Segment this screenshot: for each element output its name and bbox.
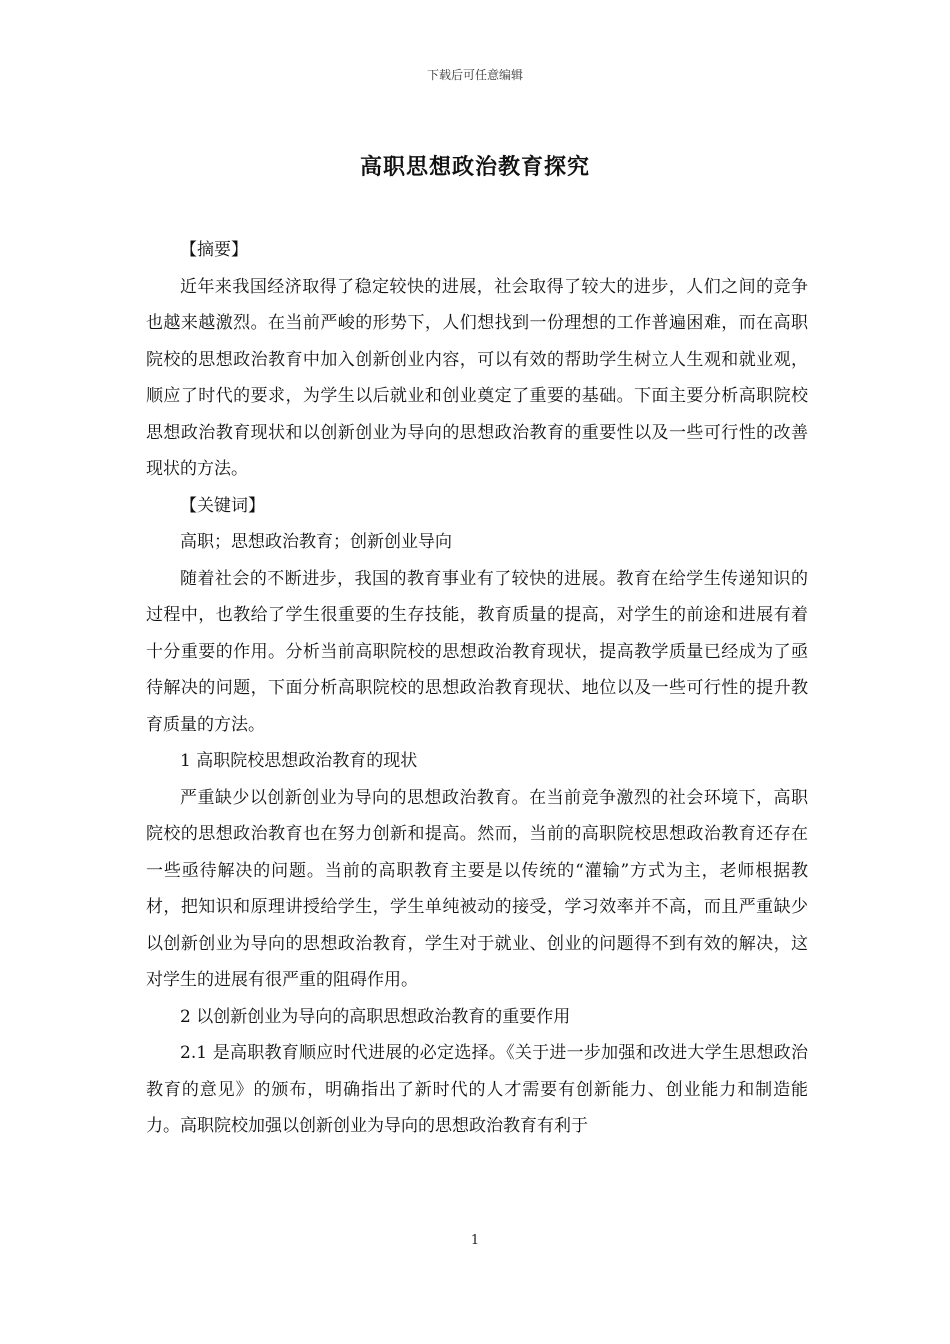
abstract-heading: 【摘要】 (180, 240, 248, 260)
abstract-paragraph: 近年来我国经济取得了稳定较快的进展，社会取得了较大的进步，人们之间的竞争也越来越激烈。在当前严峻的形势下，人们想找到一份理想的工作普遍困难，而在高职院校的思想政治教育中加入创新创业内容，可以有效的帮助学生树立人生观和就业观，顺应了时代的要求，为学生以后就业和创业奠定了重要的基础。下面主要分析高职院校思想政治教育现状和以创新创业为导向的思想政治教育的重要性以及一些可行性的改善现状的方法。 (146, 276, 808, 479)
document-body (146, 232, 808, 1145)
page-number: 1 (470, 1233, 480, 1248)
section-2-heading: 2 以创新创业为导向的高职思想政治教育的重要作用 (180, 1006, 571, 1027)
section-1-heading: 1 高职院校思想政治教育的现状 (180, 751, 418, 771)
keywords-heading: 【关键词】 (180, 495, 265, 516)
keywords-paragraph: 高职；思想政治教育；创新创业导向 (180, 532, 452, 552)
header-note: 下载后可任意编辑 (426, 68, 523, 82)
document-title: 高职思想政治教育探究 (359, 155, 590, 180)
intro-paragraph: 随着社会的不断进步，我国的教育事业有了较快的进展。教育在给学生传递知识的过程中，也教给了学生很重要的生存技能，教育质量的提高，对学生的前途和进展有着十分重要的作用。分析当前高职院校的思想政治教育现状，提高教学质量已经成为了亟待解决的问题，下面分析高职院校的思想政治教育现状、地位以及一些可行性的提升教育质量的方法。 (146, 568, 808, 735)
section-2-1-paragraph: 2.1 是高职教育顺应时代进展的必定选择。《关于进一步加强和改进大学生思想政治教育的意见》的颁布，明确指出了新时代的人才需要有创新能力、创业能力和制造能力。高职院校加强以创新创业为导向的思想政治教育有利于 (146, 1043, 808, 1136)
section-1-paragraph: 严重缺少以创新创业为导向的思想政治教育。在当前竞争激烈的社会环境下，高职院校的思想政治教育也在努力创新和提高。然而，当前的高职院校思想政治教育还存在一些亟待解决的问题。当前的高职教育主要是以传统的“灌输”方式为主，老师根据教材，把知识和原理讲授给学生，学生单纯被动的接受，学习效率并不高，而且严重缺少以创新创业为导向的思想政治教育，学生对于就业、创业的问题得不到有效的解决，这对学生的进展有很严重的阻碍作用。 (146, 787, 808, 990)
